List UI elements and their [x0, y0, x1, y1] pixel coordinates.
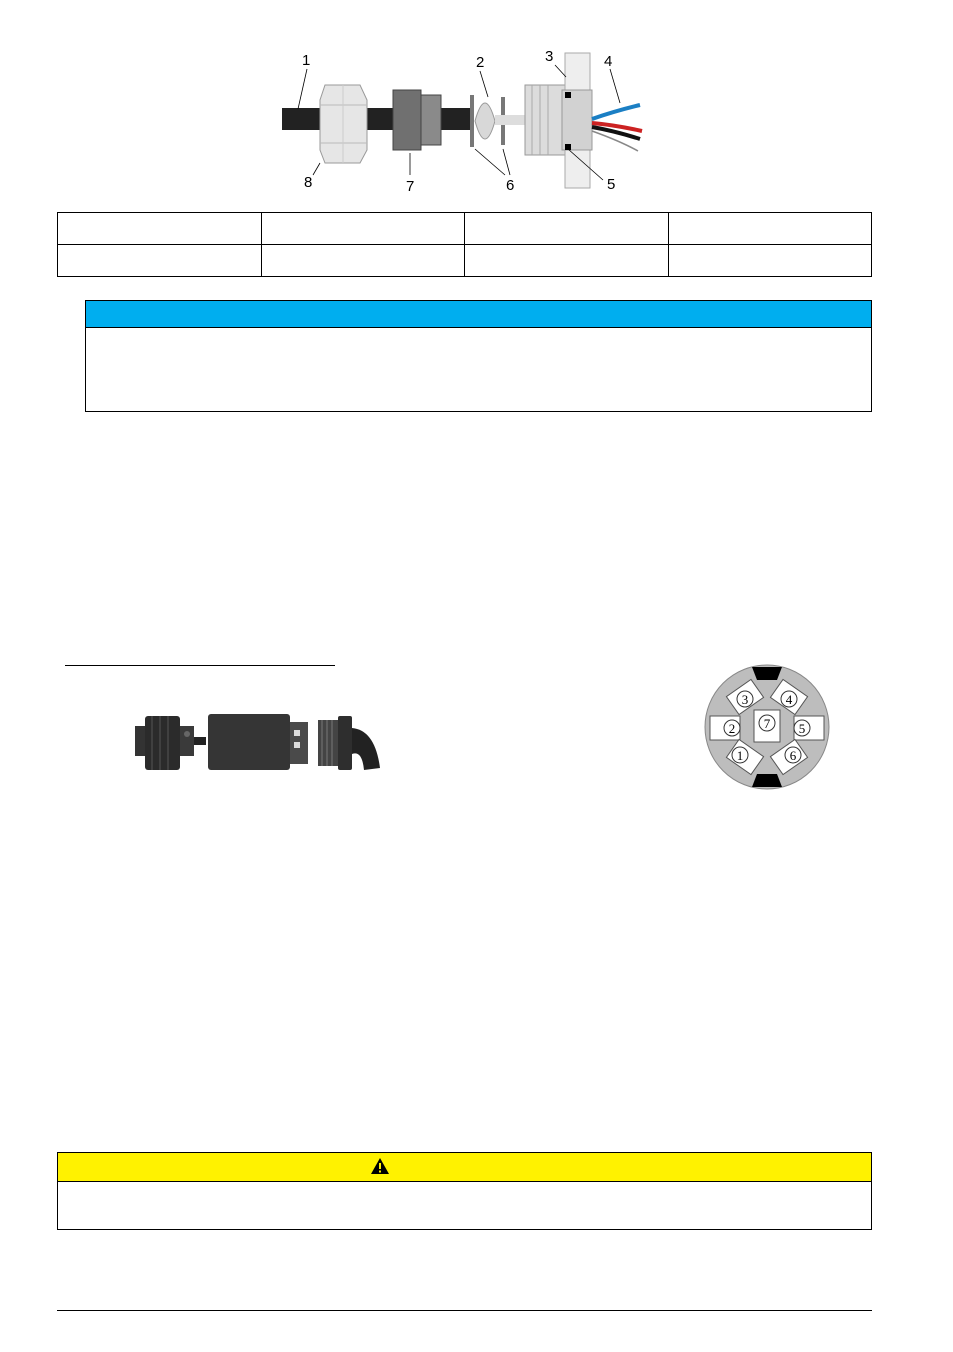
pin-label-4: 4 [785, 692, 793, 707]
callout-7: 7 [406, 178, 415, 195]
notice-box [85, 300, 872, 412]
warning-triangle-icon [370, 1157, 390, 1175]
connector-assembly-illustration [130, 708, 390, 778]
table-cell [261, 245, 465, 277]
notice-header [86, 301, 871, 328]
table-cell [668, 245, 872, 277]
pin-label-6: 6 [789, 748, 797, 763]
pin-label-7: 7 [763, 716, 771, 731]
callout-3: 3 [545, 48, 554, 65]
table-row [58, 213, 872, 245]
section-underline [65, 665, 335, 666]
caution-box [57, 1152, 872, 1230]
table-cell [261, 213, 465, 245]
table-cell [668, 213, 872, 245]
pin-label-3: 3 [741, 692, 749, 707]
figure-legend-table [57, 212, 872, 277]
footer-rule [57, 1310, 872, 1311]
table-cell [58, 213, 262, 245]
pin-label-2: 2 [728, 721, 736, 736]
table-cell [58, 245, 262, 277]
callout-4: 4 [604, 53, 613, 70]
pin-label-1: 1 [736, 748, 744, 763]
callout-1: 1 [302, 52, 311, 69]
callout-2: 2 [476, 54, 485, 71]
caution-header [58, 1153, 871, 1182]
callout-6: 6 [506, 177, 515, 194]
connector-pinout-diagram [700, 662, 835, 792]
pin-label-5: 5 [798, 721, 806, 736]
table-cell [465, 245, 669, 277]
callout-8: 8 [304, 174, 313, 191]
callout-5: 5 [607, 176, 616, 193]
table-row [58, 245, 872, 277]
table-cell [465, 213, 669, 245]
